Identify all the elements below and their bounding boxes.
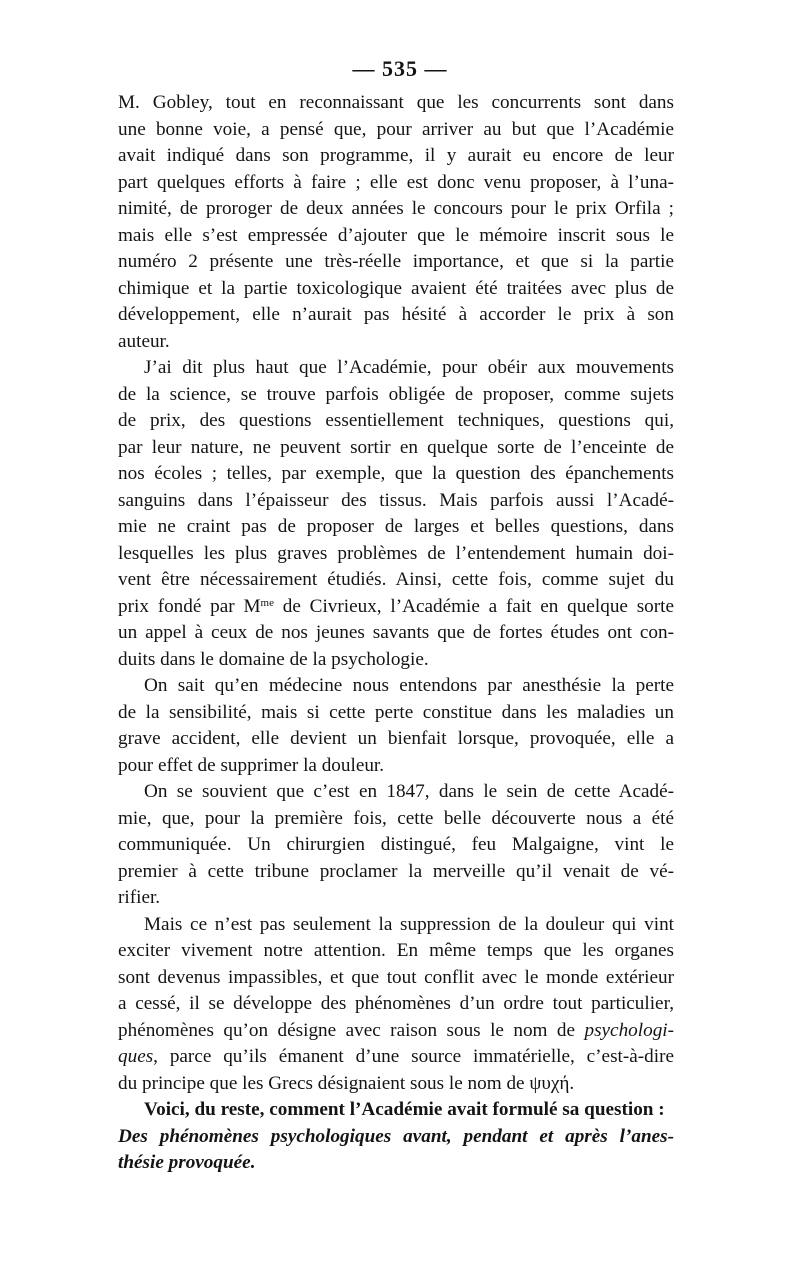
text-line: rifier.	[118, 887, 161, 908]
text-line: vent être nécessairement étudiés. Ainsi, cette fois, comme sujet du	[118, 569, 674, 590]
text-line: grave accident, elle devient un bienfait lorsque, provoquée, elle a	[118, 728, 674, 749]
text-line: de la science, se trouve parfois obligée de proposer, comme sujets	[118, 383, 674, 405]
paragraph	[118, 912, 674, 1098]
text-line: thésie provoquée.	[118, 1152, 256, 1173]
page-number: — 535 —	[352, 56, 448, 81]
text-line: J’ai dit plus haut que l’Académie, pour obéir aux mouvements	[144, 357, 674, 378]
text-line: part quelques efforts à faire ; elle est donc venu proposer, à l’una-	[118, 171, 674, 193]
text-line	[118, 1044, 674, 1071]
text-line: auteur.	[118, 330, 170, 352]
text-line: sanguins dans l’épaisseur des tissus. Mais parfois aussi l’Acadé-	[118, 489, 674, 511]
text-line: nos écoles ; telles, par exemple, que la question des épanchements	[118, 463, 674, 484]
paragraph	[118, 673, 674, 779]
text-line: par leur nature, ne peuvent sortir en quelque sorte de l’enceinte de	[118, 436, 674, 458]
text-line: de la sensibilité, mais si cette perte constitue dans les maladies un	[118, 701, 674, 723]
paragraph	[118, 355, 674, 673]
text-line: On sait qu’en médecine nous entendons par anesthésie la perte	[144, 675, 674, 696]
text-line: communiquée. Un chirurgien distingué, feu Malgaigne, vint le	[118, 834, 674, 855]
text-fragment: , parce qu’ils émanent d’une source immatérielle, c’est-à-dire	[153, 1046, 674, 1067]
text-line: un appel à ceux de nos jeunes savants que de fortes études ont con-	[118, 622, 674, 643]
body-text	[118, 90, 674, 1177]
text-line: Mais ce n’est pas seulement la suppression de la douleur qui vint	[144, 913, 674, 935]
text-line: nimité, de proroger de deux années le concours pour le prix Orfila ;	[118, 198, 674, 219]
text-line: exciter vivement notre attention. En même temps que les organes	[118, 940, 674, 961]
text-line: a cessé, il se développe des phénomènes d’un ordre tout particulier,	[118, 993, 674, 1014]
superscript: me	[260, 596, 274, 609]
paragraph	[118, 90, 674, 355]
text-line: chimique et la partie toxicologique avaient été traitées avec plus de	[118, 277, 674, 299]
text-line: premier à cette tribune proclamer la merveille qu’il venait de vé-	[118, 860, 674, 882]
text-line: développement, elle n’aurait pas hésité à accorder le prix à son	[118, 304, 674, 325]
text-line	[118, 1018, 674, 1045]
text-line: Des phénomènes psychologiques avant, pendant et après l’anes-	[118, 1125, 674, 1147]
paragraph	[118, 1097, 674, 1124]
text-fragment: prix fondé par M	[118, 595, 261, 617]
text-line: mie ne craint pas de proposer de larges et belles questions, dans	[118, 516, 674, 537]
text-line	[118, 594, 674, 621]
text-line: pour effet de supprimer la douleur.	[118, 754, 385, 776]
text-line: On se souvient que c’est en 1847, dans le sein de cette Acadé-	[144, 781, 674, 802]
text-line: avait indiqué dans son programme, il y aurait eu encore de leur	[118, 145, 674, 166]
italic-term: ques	[118, 1046, 154, 1067]
italic-term: psychologi-	[584, 1019, 675, 1041]
text-line: Voici, du reste, comment l’Académie avait formulé sa question :	[144, 1099, 665, 1120]
text-line: de prix, des questions essentiellement techniques, questions qui,	[118, 410, 674, 431]
text-line: du principe que les Grecs désignaient sous le nom de ψυχή.	[118, 1072, 575, 1094]
question-title	[118, 1124, 674, 1177]
text-fragment: phénomènes qu’on désigne avec raison sous le nom de	[118, 1019, 576, 1041]
text-line: une bonne voie, a pensé que, pour arriver au but que l’Académie	[118, 118, 674, 140]
text-line: M. Gobley, tout en reconnaissant que les concurrents sont dans	[118, 92, 674, 113]
text-line: mais elle s’est empressée d’ajouter que le mémoire inscrit sous le	[118, 224, 674, 246]
paragraph	[118, 779, 674, 912]
text-fragment: de Civrieux, l’Académie a fait en quelque sorte	[273, 595, 675, 617]
text-line: mie, que, pour la première fois, cette belle découverte nous a été	[118, 807, 674, 829]
text-line: numéro 2 présente une très-réelle importance, et que si la partie	[118, 251, 674, 272]
text-line: sont devenus impassibles, et que tout conflit avec le monde extérieur	[118, 966, 674, 988]
text-line: duits dans le domaine de la psychologie.	[118, 648, 429, 670]
text-line: lesquelles les plus graves problèmes de l’entendement humain doi-	[118, 542, 674, 564]
